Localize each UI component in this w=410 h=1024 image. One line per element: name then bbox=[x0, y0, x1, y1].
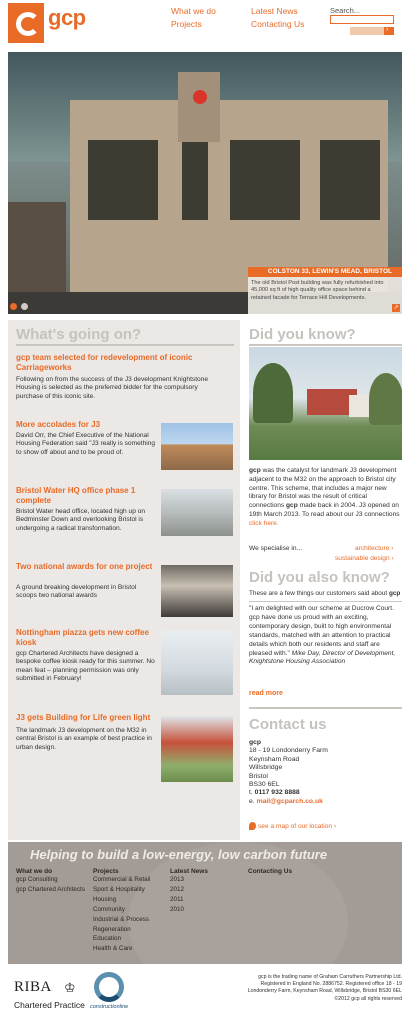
contact-email bbox=[249, 798, 402, 806]
testimonial-intro-text: These are a few things our customers said about bbox=[249, 590, 389, 597]
architecture-link[interactable]: architecture › bbox=[355, 545, 394, 552]
gcp-bold: gcp bbox=[249, 467, 261, 474]
contact-us-title: Contact us bbox=[249, 716, 327, 733]
footer-heading[interactable]: Latest News bbox=[170, 868, 208, 875]
news-heading-carriageworks[interactable]: gcp team selected for redevelopment of iconic Carriageworks bbox=[16, 353, 193, 372]
testimonial-quote bbox=[249, 605, 402, 667]
hero-clock-icon bbox=[193, 90, 207, 104]
news-text-carriageworks: Following on from the success of the J3 development Knightstone Housing is selected as the preferred bidder for the compulsory purchase of this iconic site. bbox=[16, 376, 209, 400]
testimonial-intro bbox=[249, 590, 404, 597]
phone-number[interactable]: 0117 932 8888 bbox=[254, 789, 300, 797]
nav-what-we-do[interactable]: What we do bbox=[171, 6, 216, 16]
news-heading-bristol-water[interactable]: Bristol Water HQ office phase 1 complete bbox=[16, 486, 136, 505]
whats-going-on-title: What's going on? bbox=[16, 326, 142, 343]
search-label: Search... bbox=[330, 6, 361, 15]
slide-dot-active[interactable] bbox=[10, 303, 17, 310]
divider bbox=[249, 344, 402, 346]
contact-address-line: 18 - 19 Londonderry Farm bbox=[249, 747, 328, 755]
footer-col-latest-news bbox=[170, 868, 208, 915]
nav-projects[interactable]: Projects bbox=[171, 19, 202, 29]
hero-windows-far-right bbox=[320, 140, 380, 220]
divider bbox=[249, 707, 402, 709]
legal-text: gcp is the trading name of Graham Carruthers Partnership Ltd. Registered in England No. 2886752. Registered office 18 - 19 Londonderry Farm, Keynsham Road, Willsbridge, Bristol BS30 6EL ©2012 gcp all rights reserved bbox=[247, 974, 402, 1002]
constructionline-text: constructionline bbox=[90, 1004, 129, 1010]
news-heading-nottingham[interactable]: Nottingham piazza gets new coffee kiosk bbox=[16, 628, 149, 647]
news-text-accolades: David Orr, the Chief Executive of the National Housing Federation said "J3 really is something to show off about and to be proud of. bbox=[16, 432, 156, 456]
contact-phone bbox=[249, 789, 402, 797]
did-you-know-title: Did you know? bbox=[249, 326, 356, 343]
footer-link[interactable]: Health & Care bbox=[93, 945, 133, 953]
slide-dot[interactable] bbox=[21, 303, 28, 310]
footer-link[interactable]: 2012 bbox=[170, 885, 185, 893]
divider bbox=[249, 601, 402, 602]
news-thumb-bristol-water[interactable] bbox=[161, 489, 233, 536]
news-heading-accolades[interactable]: More accolades for J3 bbox=[16, 420, 101, 429]
footer-link[interactable]: gcp Chartered Architects bbox=[16, 885, 85, 893]
footer-link[interactable]: 2010 bbox=[170, 905, 185, 913]
riba-logo[interactable] bbox=[12, 976, 87, 1016]
hero-windows-right bbox=[230, 140, 300, 220]
did-text-b: made back in 2004. J3 opened on 19th March 2013. To read about our J3 connections bbox=[249, 502, 400, 518]
map-pin-icon bbox=[249, 822, 256, 830]
caption-link-arrow-icon[interactable]: ↗ bbox=[393, 305, 399, 311]
footer-link[interactable]: Housing bbox=[93, 895, 117, 903]
footer-link[interactable]: Commercial & Retail bbox=[93, 876, 151, 883]
testimonial-attribution: Mike Day, Director of Development, Knightstone Housing Association bbox=[249, 649, 396, 666]
phone-label: t. bbox=[249, 789, 255, 797]
footer-heading[interactable]: Contacting Us bbox=[248, 868, 293, 875]
did-text-a: was the catalyst for landmark J3 development adjacent to the M32 on the approach to Bristol city centre. This scheme, that includes a major new library for Bristol was the result of critical connections bbox=[249, 467, 397, 510]
contact-address bbox=[249, 739, 402, 806]
testimonial-quote-text: "I am delighted with our scheme at Ducrow Court. gcp have done us proud with an exciting, contemporary design, built to high environmental standards, matched with an attention to practical details which both our residents and staff are pleased with." bbox=[249, 605, 394, 657]
did-you-know-text bbox=[249, 467, 402, 529]
contact-company: gcp bbox=[249, 739, 262, 746]
specialise-label: We specialise in... bbox=[249, 545, 303, 552]
constructionline-ring-icon bbox=[94, 972, 124, 1002]
footer-link[interactable]: Community bbox=[93, 905, 125, 913]
email-link[interactable]: mail@gcparch.co.uk bbox=[256, 797, 323, 805]
news-thumb-accolades[interactable] bbox=[161, 423, 233, 470]
hero-caption bbox=[248, 267, 402, 314]
nav-latest-news[interactable]: Latest News bbox=[251, 6, 298, 16]
gcp-bold: gcp bbox=[286, 502, 298, 510]
search-bar-decoration bbox=[350, 27, 384, 35]
contact-address-line: Willsbridge bbox=[249, 764, 283, 772]
footer-col-projects bbox=[93, 868, 150, 954]
hero-clock-tower bbox=[178, 72, 220, 142]
hero-left-building bbox=[8, 202, 66, 302]
footer-col-contacting-us bbox=[248, 868, 292, 875]
contact-address-line: Bristol bbox=[249, 772, 268, 780]
contact-address-line: Keynsham Road bbox=[249, 755, 300, 763]
news-heading-national-awards[interactable]: Two national awards for one project bbox=[16, 562, 153, 571]
constructionline-logo[interactable] bbox=[90, 972, 128, 1016]
footer-link[interactable]: Industrial & Process bbox=[93, 915, 149, 923]
see-map-link[interactable]: see a map of our location › bbox=[258, 823, 337, 830]
footer-heading[interactable]: Projects bbox=[93, 868, 119, 875]
footer-link[interactable]: Regeneration bbox=[93, 925, 131, 933]
news-text-bristol-water: Bristol Water head office, located high up on Bedminster Down and overlooking Bristol is undergoing a radical transformation. bbox=[16, 508, 146, 532]
footer-col-what-we-do bbox=[16, 868, 85, 895]
did-you-know-photo bbox=[249, 347, 402, 460]
tree-shape bbox=[253, 363, 293, 423]
footer-link[interactable]: Education bbox=[93, 935, 122, 943]
hero-caption-text: The old Bristol Post building was fully refurbished into 45,000 sq ft of high quality office space behind a retained facade for Terrace Hill Developments. bbox=[251, 280, 384, 301]
news-text-building-for-life: The landmark J3 development on the M32 in central Bristol is an example of best practice in urban design. bbox=[16, 727, 152, 751]
email-label: e. bbox=[249, 797, 257, 805]
news-thumb-building-for-life[interactable] bbox=[161, 716, 233, 782]
click-here-link[interactable]: click here. bbox=[249, 519, 279, 527]
news-text-national-awards: A ground breaking development in Bristol scoops two national awards bbox=[16, 584, 137, 600]
gcp-bold: gcp bbox=[388, 590, 401, 597]
hero-caption-title: COLSTON 33, LEWIN'S MEAD, BRISTOL bbox=[248, 267, 402, 277]
tree-shape bbox=[369, 373, 402, 425]
news-thumb-nottingham[interactable] bbox=[161, 631, 233, 695]
slideshow-dots[interactable] bbox=[10, 303, 30, 312]
footer-link[interactable]: 2013 bbox=[170, 876, 185, 883]
footer-link[interactable]: 2011 bbox=[170, 895, 184, 903]
nav-contacting-us[interactable]: Contacting Us bbox=[251, 19, 305, 29]
riba-crest-icon: ♔ bbox=[64, 980, 76, 995]
riba-text: RIBA bbox=[14, 979, 52, 995]
contact-postcode: BS30 6EL bbox=[249, 781, 280, 789]
read-more-link[interactable]: read more bbox=[249, 690, 283, 697]
news-heading-building-for-life[interactable]: J3 gets Building for Life green light bbox=[16, 713, 151, 722]
search-arrow-icon: › bbox=[386, 26, 389, 33]
gcp-logo[interactable] bbox=[8, 3, 98, 43]
hero-windows-left bbox=[88, 140, 158, 220]
news-text-nottingham: gcp Chartered Architects have designed a bespoke coffee kiosk ready for this summer. No mean feat – planning permission was only submitted in February! bbox=[16, 650, 155, 683]
divider bbox=[16, 344, 234, 346]
footer-link[interactable]: gcp Consulting bbox=[16, 876, 58, 883]
did-you-also-know-title: Did you also know? bbox=[249, 569, 390, 586]
news-thumb-national-awards[interactable] bbox=[161, 565, 233, 617]
search-input[interactable] bbox=[330, 15, 394, 24]
logo-text: gcp bbox=[48, 5, 86, 30]
chartered-practice-text: Chartered Practice bbox=[14, 1000, 85, 1010]
search-button[interactable] bbox=[384, 27, 394, 35]
gcp-logo-mark-icon bbox=[8, 3, 44, 43]
footer-heading[interactable]: What we do bbox=[16, 868, 53, 875]
sustainable-design-link[interactable]: sustainable design › bbox=[335, 555, 394, 562]
footer-slogan: Helping to build a low-energy, low carbon future bbox=[30, 847, 328, 862]
footer-link[interactable]: Sport & Hospitality bbox=[93, 885, 145, 893]
